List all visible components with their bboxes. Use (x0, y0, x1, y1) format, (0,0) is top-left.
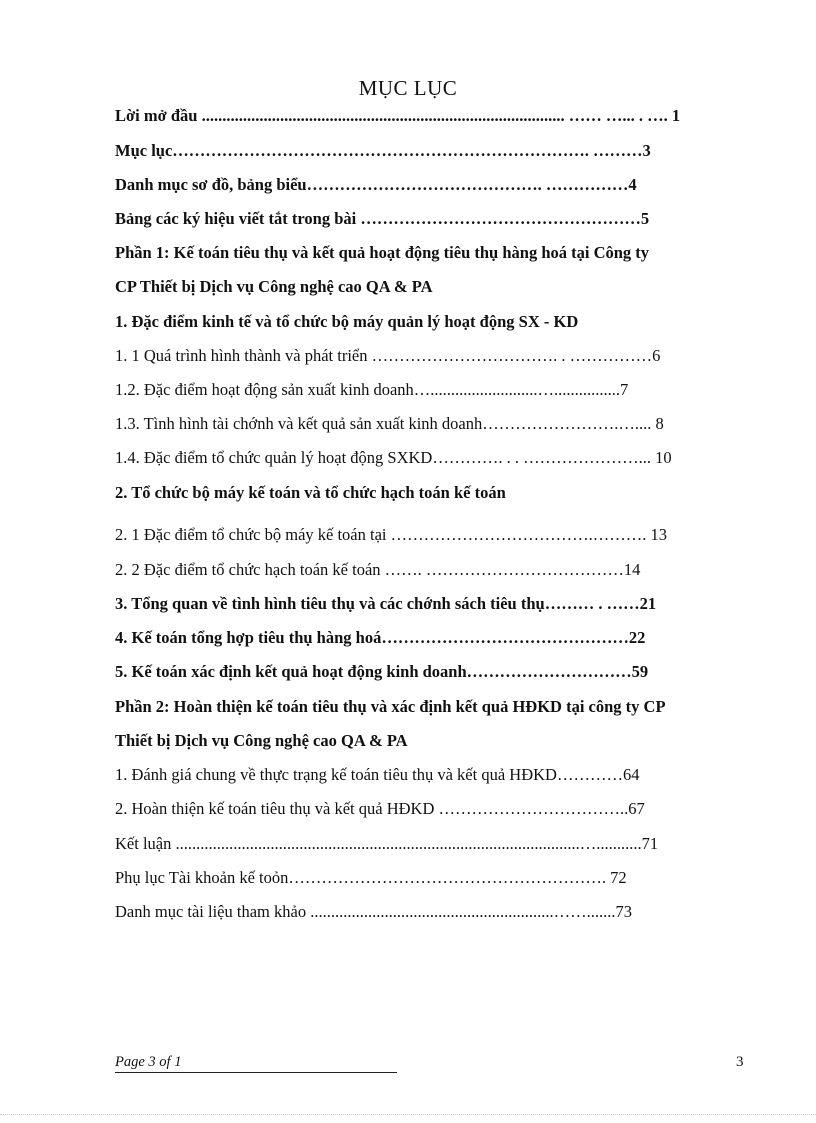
toc-entry-bang-ky-hieu: Bảng các ký hiệu viết tắt trong bài ……………………………………………5 (115, 209, 650, 228)
footer-page-number: 3 (736, 1054, 744, 1070)
toc-entry-1-3: 1.3. Tình hình tài chớnh và kết quả sản xuất kinh doanh…………………….….... 8 (115, 414, 664, 433)
toc-entry-1-1: 1. 1 Quá trình hình thành và phát triển ……………………………. . ……………6 (115, 346, 661, 365)
page-bottom-divider (0, 1114, 816, 1115)
toc-entry-section-4: 4. Kế toán tổng hợp tiêu thụ hàng hoá………………………………………22 (115, 628, 646, 647)
toc-entry-1-4: 1.4. Đặc điểm tổ chức quản lý hoạt động SXKD…………. . . …………………... 10 (115, 448, 672, 467)
toc-entry-1-2: 1.2. Đặc điểm hoạt động sản xuất kinh doanh…..........................…................7 (115, 380, 629, 399)
toc-entry-p2-2: 2. Hoàn thiện kế toán tiêu thụ và kết quả HĐKD ……………………………..67 (115, 799, 645, 818)
toc-entry-phan-2-line-2: Thiết bị Dịch vụ Công nghệ cao QA & PA (115, 731, 408, 750)
toc-entry-2-1: 2. 1 Đặc điểm tổ chức bộ máy kế toán tại ……………………………….………. 13 (115, 525, 667, 544)
toc-entry-phan-2-line-1: Phần 2: Hoàn thiện kế toán tiêu thụ và xác định kết quả HĐKD tại công ty CP (115, 697, 666, 716)
page-title: MỤC LỤC (358, 76, 458, 100)
toc-entry-section-2: 2. Tổ chức bộ máy kế toán và tổ chức hạch toán kế toán (115, 483, 506, 502)
toc-entry-section-3: 3. Tổng quan về tình hình tiêu thụ và các chớnh sách tiêu thụ……… . ……21 (115, 594, 657, 613)
toc-entry-section-1: 1. Đặc điểm kinh tế và tổ chức bộ máy quản lý hoạt động SX - KD (115, 312, 579, 331)
toc-entry-phu-luc: Phụ lục Tài khoản kế toỏn…………………………………………………. 72 (115, 868, 627, 887)
toc-entry-tai-lieu: Danh mục tài liệu tham khảo ...........................................................…….......73 (115, 902, 632, 921)
toc-entry-muc-luc: Mục lục…………………………………………………………………. ………3 (115, 141, 651, 160)
toc-entry-phan-1-line-1: Phần 1: Kế toán tiêu thụ và kết quả hoạt động tiêu thụ hàng hoá tại Công ty (115, 243, 650, 262)
footer-page-label: Page 3 of 1 (115, 1054, 397, 1073)
toc-entry-loi-mo-dau: Lời mở đầu ........................................................................................ …… …... . …. 1 (115, 106, 681, 125)
toc-entry-2-2: 2. 2 Đặc điểm tổ chức hạch toán kế toán ……. ………………………………14 (115, 560, 641, 579)
toc-entry-danh-muc-so-do: Danh mục sơ đồ, bảng biểu……………………………………. ……………4 (115, 175, 637, 194)
toc-entry-p2-1: 1. Đánh giá chung về thực trạng kế toán tiêu thụ và kết quả HĐKD…………64 (115, 765, 640, 784)
toc-entry-phan-1-line-2: CP Thiết bị Dịch vụ Công nghệ cao QA & PA (115, 277, 433, 296)
toc-entry-section-5: 5. Kế toán xác định kết quả hoạt động kinh doanh…………………………59 (115, 662, 649, 681)
toc-entry-ket-luan: Kết luận ..................................................................................................…...........71 (115, 834, 659, 853)
